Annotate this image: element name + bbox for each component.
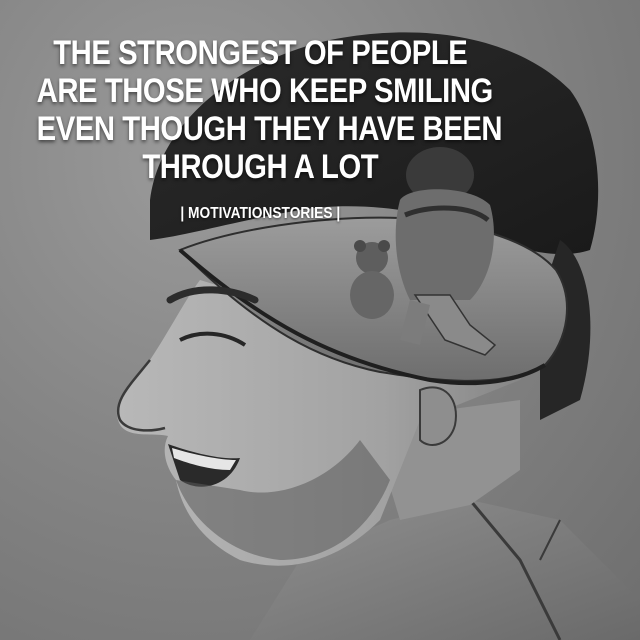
quote-line-3: EVEN THOUGH THEY HAVE BEEN — [36, 110, 503, 148]
ear — [420, 387, 456, 445]
quote-line-1: THE STRONGEST OF PEOPLE — [53, 34, 468, 72]
quote-text — [36, 34, 503, 186]
quote-line-4: THROUGH A LOT — [142, 148, 379, 186]
brand-tag: | MOTIVATIONSTORIES | — [180, 205, 341, 222]
quote-line-2: ARE THOSE WHO KEEP SMILING — [36, 72, 493, 110]
